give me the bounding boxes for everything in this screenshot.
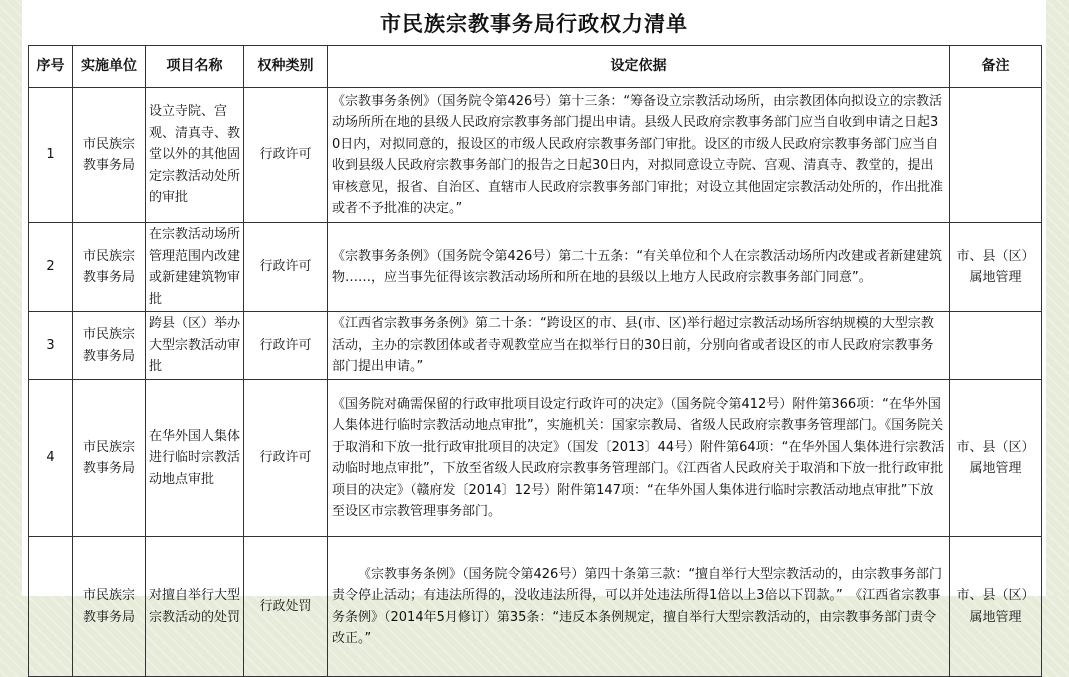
document-sheet: [22, 0, 1046, 646]
table-row: [29, 312, 1042, 380]
page-title: 市民族宗教事务局行政权力清单: [380, 12, 688, 36]
row-no: 3: [29, 312, 73, 380]
row-unit: 市民族宗教事务局: [73, 88, 146, 223]
row-no: 2: [29, 223, 73, 312]
row-note: [950, 312, 1042, 380]
header-note: 备注: [950, 46, 1042, 88]
row-note: [950, 88, 1042, 223]
row-item: 对擅自举行大型宗教活动的处罚: [146, 537, 244, 677]
header-item: 项目名称: [146, 46, 244, 88]
row-unit: 市民族宗教事务局: [73, 312, 146, 380]
table-row: [29, 380, 1042, 537]
row-item: 跨县（区）举办大型宗教活动审批: [146, 312, 244, 380]
row-basis: 《宗教事务条例》（国务院令第426号）第二十五条：“有关单位和个人在宗教活动场所内改建或者新建建筑物……，应当事先征得该宗教活动场所和所在地的县级以上地方人民政府宗教事务部门同意”。: [328, 223, 950, 312]
row-no: [29, 537, 73, 677]
table-row: [29, 223, 1042, 312]
row-type: 行政许可: [244, 88, 328, 223]
row-note: 市、县（区）属地管理: [950, 380, 1042, 537]
row-type: 行政处罚: [244, 537, 328, 677]
header-basis: 设定依据: [328, 46, 950, 88]
row-item: 在华外国人集体进行临时宗教活动地点审批: [146, 380, 244, 537]
table-header-row: [29, 46, 1042, 88]
row-unit: 市民族宗教事务局: [73, 537, 146, 677]
row-item: 设立寺院、宫观、清真寺、教堂以外的其他固定宗教活动处所的审批: [146, 88, 244, 223]
row-note: 市、县（区）属地管理: [950, 223, 1042, 312]
row-basis: 《江西省宗教事务条例》第二十条：“跨设区的市、县(市、区)举行超过宗教活动场所容纳规模的大型宗教活动，主办的宗教团体或者寺观教堂应当在拟举行日的30日前，分别向省或者设区的市人民政府宗教事务部门提出申请。”: [328, 312, 950, 380]
row-no: 4: [29, 380, 73, 537]
row-basis: 《国务院对确需保留的行政审批项目设定行政许可的决定》（国务院令第412号）附件第366项：“在华外国人集体进行临时宗教活动地点审批”，实施机关：国家宗教局、省级人民政府宗教事务管理部门。《国务院关于取消和下放一批行政审批项目的决定》（国发〔2013〕44号）附件第64项：“在华外国人集体进行宗教活动临时地点审批”，下放至省级人民政府宗教事务管理部门。《江西省人民政府关于取消和下放一批行政审批项目的决定》（赣府发〔2014〕12号）附件第147项：“在华外国人集体进行临时宗教活动地点审批”下放至设区市宗教管理事务部门。: [328, 380, 950, 537]
row-basis: 《宗教事务条例》（国务院令第426号）第十三条：“筹备设立宗教活动场所，由宗教团体向拟设立的宗教活动场所所在地的县级人民政府宗教事务部门提出申请。县级人民政府宗教事务部门应当自收到申请之日起30日内，对拟同意的，报设区的市级人民政府宗教事务部门审批。设区的市级人民政府宗教事务部门应当自收到县级人民政府宗教事务部门的报告之日起30日内，对拟同意设立寺院、宫观、清真寺、教堂的，提出审核意见，报省、自治区、直辖市人民政府宗教事务部门审批；对设立其他固定宗教活动处所的，作出批准或者不予批准的决定。”: [328, 88, 950, 223]
power-list-table: [28, 45, 1042, 677]
row-note: 市、县（区）属地管理: [950, 537, 1042, 677]
header-no: 序号: [29, 46, 73, 88]
row-type: 行政许可: [244, 312, 328, 380]
row-unit: 市民族宗教事务局: [73, 223, 146, 312]
row-unit: 市民族宗教事务局: [73, 380, 146, 537]
header-type: 权种类别: [244, 46, 328, 88]
table-row: [29, 88, 1042, 223]
row-item: 在宗教活动场所管理范围内改建或新建建筑物审批: [146, 223, 244, 312]
table-row: [29, 537, 1042, 677]
header-unit: 实施单位: [73, 46, 146, 88]
row-no: 1: [29, 88, 73, 223]
row-basis: 《宗教事务条例》（国务院令第426号）第四十条第三款：“擅自举行大型宗教活动的，由宗教事务部门责令停止活动；有违法所得的，没收违法所得，可以并处违法所得1倍以上3倍以下罚款。” 《江西省宗教事务条例》（2014年5月修订）第35条：“违反本条例规定，擅自举行大型宗教活动的，由宗教事务部门责令改正。”: [328, 537, 950, 677]
row-type: 行政许可: [244, 223, 328, 312]
row-type: 行政许可: [244, 380, 328, 537]
